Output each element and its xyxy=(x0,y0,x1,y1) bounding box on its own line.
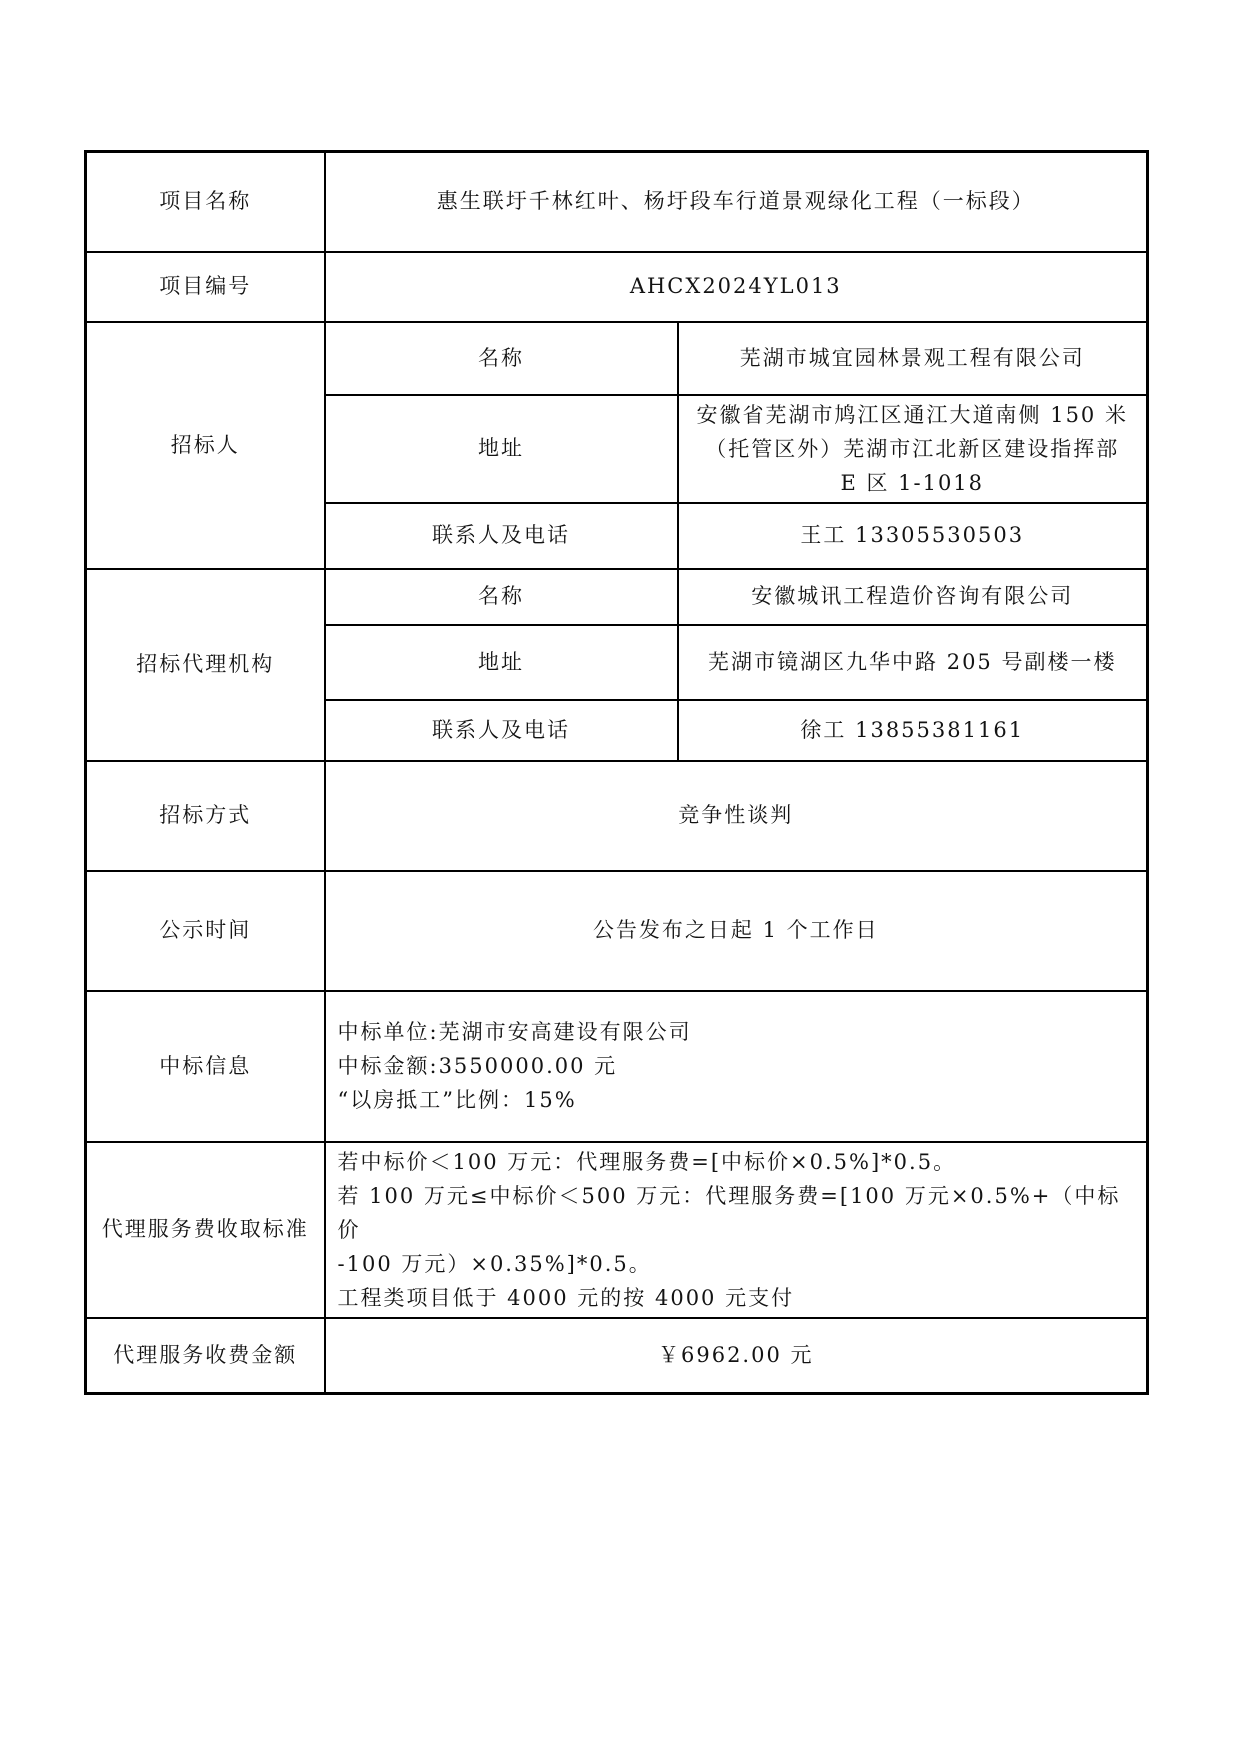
agency-name-value: 安徽城讯工程造价咨询有限公司 xyxy=(678,569,1148,625)
project-name-value: 惠生联圩千林红叶、杨圩段车行道景观绿化工程（一标段） xyxy=(325,152,1148,252)
agency-fee-standard-value xyxy=(325,1142,1148,1318)
award-info-line: “以房抵工”比例：15% xyxy=(337,1088,577,1112)
bid-announcement-table xyxy=(84,150,1149,1395)
agency-fee-standard-line: 若 100 万元≤中标价＜500 万元：代理服务费=[100 万元×0.5%+（中标价 xyxy=(337,1183,1121,1242)
tenderer-contact-label: 联系人及电话 xyxy=(325,503,678,569)
agency-fee-amount-row xyxy=(86,1318,1148,1394)
award-info-line: 中标单位:芜湖市安高建设有限公司 xyxy=(337,1020,692,1044)
agency-fee-amount-value: ￥6962.00 元 xyxy=(325,1318,1148,1394)
project-number-label: 项目编号 xyxy=(86,252,325,322)
agency-address-label: 地址 xyxy=(325,625,678,700)
award-info-row xyxy=(86,991,1148,1142)
project-name-label: 项目名称 xyxy=(86,152,325,252)
award-info-line: 中标金额:3550000.00 元 xyxy=(337,1054,618,1078)
publicity-period-label: 公示时间 xyxy=(86,871,325,991)
publicity-period-row xyxy=(86,871,1148,991)
agency-name-label: 名称 xyxy=(325,569,678,625)
project-number-row xyxy=(86,252,1148,322)
tenderer-name-label: 名称 xyxy=(325,322,678,395)
agency-fee-standard-line: 工程类项目低于 4000 元的按 4000 元支付 xyxy=(337,1285,795,1310)
agency-fee-standard-line: 若中标价＜100 万元：代理服务费=[中标价×0.5%]*0.5。 xyxy=(337,1149,957,1174)
tenderer-address-value xyxy=(678,395,1148,503)
agency-fee-standard-label: 代理服务费收取标准 xyxy=(86,1142,325,1318)
tenderer-contact-value: 王工 13305530503 xyxy=(678,503,1148,569)
tenderer-address-line: （托管区外）芜湖市江北新区建设指挥部 xyxy=(705,436,1120,461)
agency-contact-value: 徐工 13855381161 xyxy=(678,700,1148,761)
tenderer-label: 招标人 xyxy=(86,322,325,569)
agency-name-row xyxy=(86,569,1148,625)
agency-fee-amount-label: 代理服务收费金额 xyxy=(86,1318,325,1394)
award-info-label: 中标信息 xyxy=(86,991,325,1142)
award-info-value xyxy=(325,991,1148,1142)
tenderer-address-line: 安徽省芜湖市鸠江区通江大道南侧 150 米 xyxy=(696,402,1128,427)
agency-address-value: 芜湖市镜湖区九华中路 205 号副楼一楼 xyxy=(678,625,1148,700)
agency-fee-standard-row xyxy=(86,1142,1148,1318)
publicity-period-value: 公告发布之日起 1 个工作日 xyxy=(325,871,1148,991)
project-number-value: AHCX2024YL013 xyxy=(325,252,1148,322)
tender-method-label: 招标方式 xyxy=(86,761,325,871)
tenderer-name-row xyxy=(86,322,1148,395)
agency-fee-standard-line: -100 万元）×0.35%]*0.5。 xyxy=(337,1251,652,1276)
project-name-row xyxy=(86,152,1148,252)
agency-label: 招标代理机构 xyxy=(86,569,325,761)
tender-method-value: 竞争性谈判 xyxy=(325,761,1148,871)
agency-contact-label: 联系人及电话 xyxy=(325,700,678,761)
tender-method-row xyxy=(86,761,1148,871)
tenderer-address-label: 地址 xyxy=(325,395,678,503)
tenderer-name-value: 芜湖市城宜园林景观工程有限公司 xyxy=(678,322,1148,395)
tenderer-address-line: E 区 1-1018 xyxy=(840,470,985,495)
